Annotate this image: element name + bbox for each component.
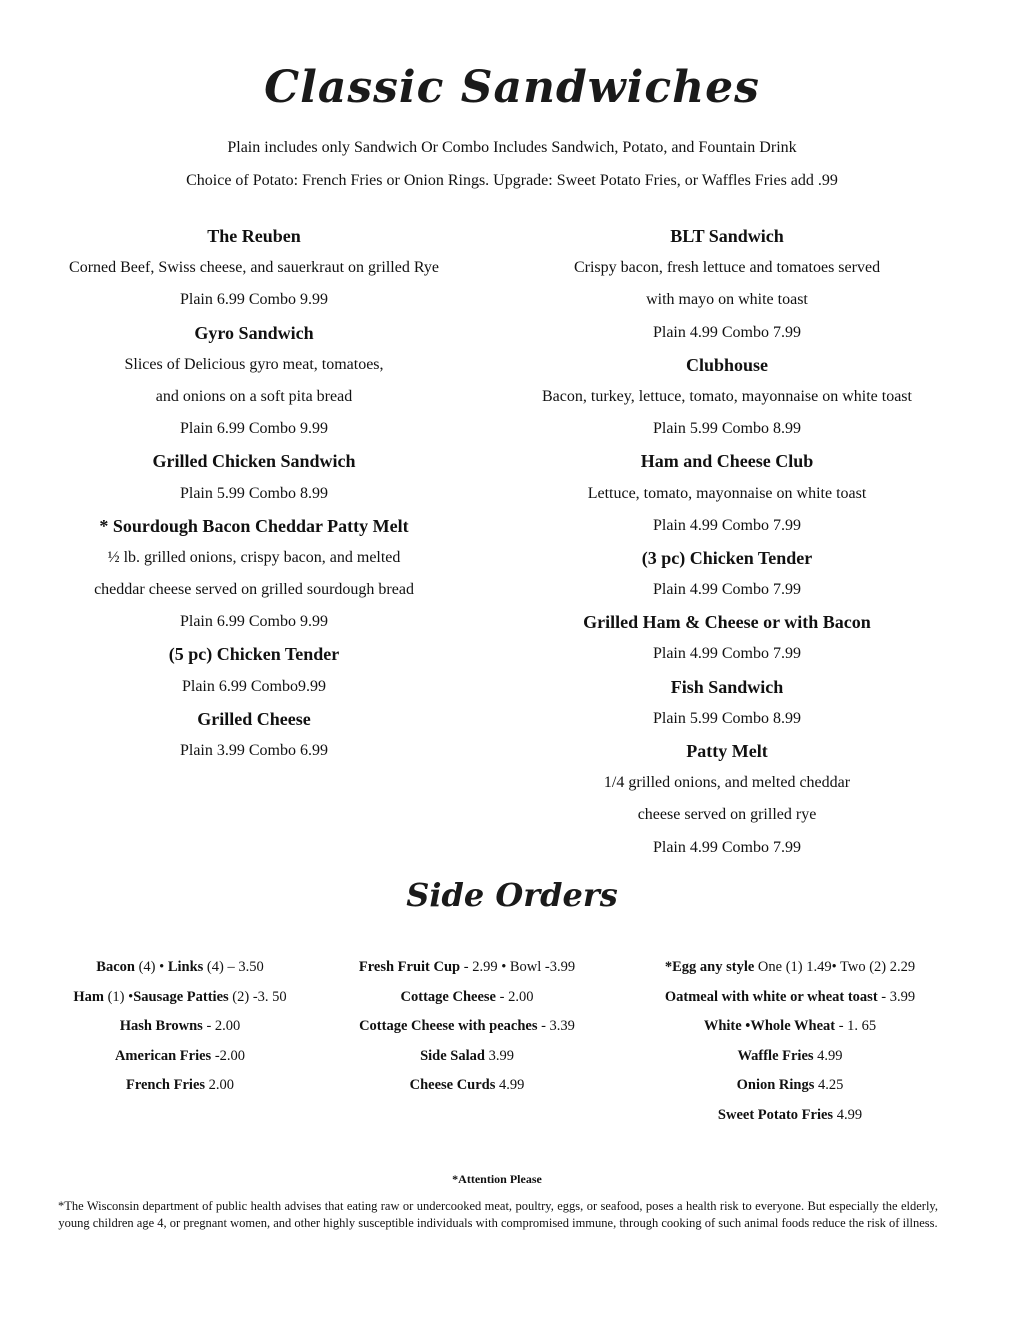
sandwich-detail: and onions on a soft pita bread [155, 387, 353, 405]
sides-column-3 [630, 955, 950, 1132]
sandwich-name: Ham and Cheese Club [640, 451, 814, 472]
sandwich-detail: Crispy bacon, fresh lettuce and tomatoes served [573, 259, 881, 277]
side-item-price: (4) – 3.50 [203, 959, 264, 975]
side-orders-title: Side Orders [406, 876, 618, 914]
side-item-name: Onion Rings [736, 1077, 815, 1093]
side-item-name: Ham [73, 988, 104, 1005]
sandwich-detail: Plain 3.99 Combo 6.99 [179, 742, 328, 759]
sandwich-detail: Bacon, turkey, lettuce, tomato, mayonnaise on white toast [542, 387, 912, 405]
side-item-name: Bacon [96, 959, 135, 975]
side-item-price: - 3.99 [877, 988, 916, 1005]
side-item-price: 4.99 [813, 1047, 843, 1064]
sandwich-name: Clubhouse [685, 354, 769, 375]
sandwich-detail: Plain 6.99 Combo 9.99 [179, 420, 328, 438]
sandwich-detail: Plain 6.99 Combo 9.99 [179, 291, 328, 309]
side-item-price: 3.99 [484, 1047, 514, 1064]
sandwich-detail: with mayo on white toast [646, 291, 808, 309]
sides-column-2 [317, 955, 617, 1103]
sandwich-detail: Plain 4.99 Combo 7.99 [652, 581, 801, 599]
sandwich-name: BLT Sandwich [670, 226, 784, 246]
sandwich-name: Grilled Ham & Cheese or with Bacon [583, 612, 871, 633]
side-item-name: Sweet Potato Fries [717, 1106, 834, 1123]
side-item [40, 985, 320, 1015]
sandwich-name: Patty Melt [686, 741, 768, 761]
sandwich-detail: Plain 6.99 Combo 9.99 [179, 613, 328, 631]
side-item-name: Waffle Fries [737, 1047, 814, 1064]
side-item-name: Fresh Fruit Cup [358, 959, 461, 975]
side-item [630, 1073, 950, 1103]
page-title: Classic Sandwiches [264, 62, 760, 113]
side-item-price: 2.00 [205, 1077, 235, 1093]
attention-heading: *Attention Please [452, 1172, 542, 1186]
side-item [40, 1044, 320, 1074]
side-item [40, 1014, 320, 1044]
sandwich-detail: Plain 4.99 Combo 7.99 [652, 516, 801, 534]
side-item [630, 985, 950, 1015]
side-item-name: Side Salad [420, 1047, 485, 1064]
sandwich-name: Fish Sandwich [670, 676, 784, 697]
side-item-price: - 2.99 • Bowl -3.99 [460, 959, 576, 975]
health-warning-text: *The Wisconsin department of public health advises that eating raw or undercooked meat, poultry, eggs, or seafood, poses a health risk to everyone. But especially the elderly, young children age 4, or pregnant women, and other highly susceptible individuals with compromised immune, through cooking of such animal foods reduce the risk of illness. [58, 1199, 938, 1230]
sandwich-detail: Slices of Delicious gyro meat, tomatoes, [124, 355, 384, 373]
sandwich-name: The Reuben [207, 226, 301, 246]
subtitle-plain-combo: Plain includes only Sandwich Or Combo Includes Sandwich, Potato, and Fountain Drink [227, 139, 797, 156]
side-item-price: -2.00 [211, 1047, 246, 1064]
sandwich-detail: cheese served on grilled rye [637, 806, 817, 824]
side-item-name: Cottage Cheese with peaches [359, 1018, 538, 1034]
side-item [40, 1073, 320, 1103]
side-item-name: Oatmeal with white or wheat toast [664, 988, 878, 1005]
sandwich-detail: Plain 5.99 Combo 8.99 [652, 709, 801, 727]
side-item [630, 1014, 950, 1044]
side-item [630, 1103, 950, 1133]
right-sandwich-column [487, 222, 967, 866]
sandwich-name: * Sourdough Bacon Cheddar Patty Melt [99, 515, 409, 536]
side-item-name: Cheese Curds [409, 1077, 496, 1093]
sandwich-detail: Plain 4.99 Combo 7.99 [652, 838, 801, 856]
side-item [630, 1044, 950, 1074]
side-item [317, 955, 617, 985]
sandwich-name: (5 pc) Chicken Tender [168, 644, 340, 665]
sandwich-detail: Plain 4.99 Combo 7.99 [652, 323, 801, 341]
sandwich-detail: Lettuce, tomato, mayonnaise on white toast [587, 484, 867, 502]
sandwich-detail: Plain 5.99 Combo 8.99 [652, 420, 801, 438]
sandwich-name: Grilled Chicken Sandwich [152, 451, 356, 472]
side-item-name: Links [167, 959, 204, 975]
side-item-price: 4.99 [495, 1077, 525, 1093]
side-item-price: - 2.00 [202, 1018, 241, 1034]
side-item-price: (4) • [134, 959, 168, 975]
side-item [317, 985, 617, 1015]
sandwich-name: (3 pc) Chicken Tender [641, 547, 813, 568]
sandwich-detail: Plain 6.99 Combo9.99 [181, 677, 326, 695]
sandwich-detail: Plain 4.99 Combo 7.99 [652, 645, 801, 663]
side-item-name: Hash Browns [119, 1018, 203, 1034]
side-item-name: *Egg any style [664, 959, 755, 975]
side-item-price: 4.99 [833, 1106, 863, 1123]
sandwich-detail: Corned Beef, Swiss cheese, and sauerkraut on grilled Rye [69, 259, 439, 277]
side-item-price: - 3.39 [537, 1018, 575, 1034]
side-item-name: French Fries [125, 1077, 206, 1093]
sandwich-name: Gyro Sandwich [194, 322, 314, 343]
left-sandwich-column [14, 222, 494, 769]
subtitle-potato-choice: Choice of Potato: French Fries or Onion Rings. Upgrade: Sweet Potato Fries, or Waffles Fries add .99 [186, 172, 838, 189]
sandwich-detail: ½ lb. grilled onions, crispy bacon, and melted [107, 548, 401, 566]
side-item-name: White •Whole Wheat [703, 1018, 836, 1034]
sandwich-detail: cheddar cheese served on grilled sourdough bread [94, 581, 414, 599]
sandwich-detail: Plain 5.99 Combo 8.99 [179, 484, 328, 502]
side-item [40, 955, 320, 985]
side-item [317, 1044, 617, 1074]
side-item [317, 1014, 617, 1044]
sandwich-detail: 1/4 grilled onions, and melted cheddar [603, 774, 851, 792]
side-item-price: (1) • [103, 988, 134, 1005]
side-item [630, 955, 950, 985]
side-item-name: Sausage Patties [133, 988, 229, 1005]
side-item [317, 1073, 617, 1103]
side-item-price: - 2.00 [495, 988, 534, 1005]
side-item-price: One (1) 1.49• Two (2) 2.29 [754, 959, 916, 975]
side-item-price: - 1. 65 [835, 1018, 877, 1034]
sandwich-name: Grilled Cheese [197, 708, 311, 729]
side-item-name: Cottage Cheese [400, 988, 496, 1005]
side-item-name: American Fries [114, 1047, 212, 1064]
side-item-price: 4.25 [814, 1077, 844, 1093]
sides-column-1 [40, 955, 320, 1103]
side-item-price: (2) -3. 50 [228, 988, 287, 1005]
